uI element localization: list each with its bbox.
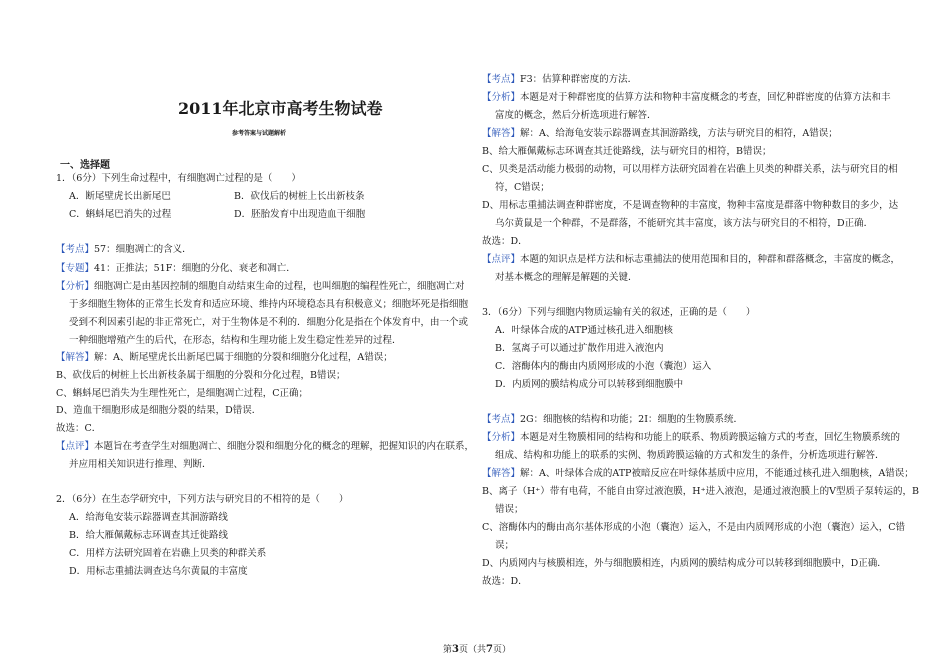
jieda-tag: 【解答】 xyxy=(482,468,521,479)
jieda-tag: 【解答】 xyxy=(482,128,521,139)
q2-option-b: B．给大雁佩戴标志环调查其迁徙路线 xyxy=(69,530,228,541)
q1-jieda-line: B、砍伐后的树桩上长出新枝条属于细胞的分裂和分化过程，B错误； xyxy=(56,370,346,381)
q3-option-c: C．溶酶体内的酶由内质网形成的小泡（囊泡）运入 xyxy=(495,361,712,372)
q2-option-c: C．用样方法研究固着在岩礁上贝类的种群关系 xyxy=(69,548,267,559)
page-total: 7 xyxy=(486,644,493,655)
q1-zhuanti: 【专题】41：正推法；51F：细胞的分化、衰老和凋亡． xyxy=(56,263,296,274)
q1-fenxi: 【分析】细胞凋亡是由基因控制的细胞自动结束生命的过程，也叫细胞的编程性死亡，细胞凋亡对 xyxy=(56,281,465,292)
q2-kaodian: 【考点】F3：估算种群密度的方法． xyxy=(482,74,638,85)
jieda-tag: 【解答】 xyxy=(56,352,95,363)
q2-option-d: D．用标志重捕法调查达乌尔黄鼠的丰富度 xyxy=(69,566,248,577)
fenxi-tag: 【分析】 xyxy=(482,92,521,103)
kaodian-tag: 【考点】 xyxy=(482,414,521,425)
q3-answer: 故选：D． xyxy=(482,576,528,587)
q1-stem: 1．（6分）下列生命过程中，有细胞凋亡过程的是（ ） xyxy=(56,173,301,184)
q3-fenxi-line: 组成、结构和功能上的联系的实例、物质跨膜运输的方式和发生的条件，分析选项进行解答． xyxy=(495,450,885,461)
q2-jieda: 【解答】解：A、给海龟安装示踪器调查其洄游路线，方法与研究目的相符，A错误； xyxy=(482,128,838,139)
q2-fenxi-line: 富度的概念，然后分析选项进行解答． xyxy=(495,110,657,121)
q1-option-c: C．蝌蚪尾巴消失的过程 xyxy=(69,209,172,220)
q2-fenxi: 【分析】本题是对于种群密度的估算方法和物种丰富度概念的考查，回忆种群密度的估算方法和丰 xyxy=(482,92,891,103)
q2-jieda-line: B、给大雁佩戴标志环调查其迁徙路线，法与研究目的相符，B错误； xyxy=(482,146,772,157)
page-footer: 第3页（共7页） xyxy=(443,644,511,655)
section-heading: 一、选择题 xyxy=(60,160,110,171)
fenxi-tag: 【分析】 xyxy=(56,281,95,292)
page-number: 3 xyxy=(452,644,459,655)
q3-stem: 3．（6分）下列与细胞内物质运输有关的叙述，正确的是（ ） xyxy=(482,307,756,318)
dianping-tag: 【点评】 xyxy=(56,441,95,452)
q1-option-b: B．砍伐后的树桩上长出新枝条 xyxy=(234,191,365,202)
q1-jieda: 【解答】解：A、断尾壁虎长出新尾巴属于细胞的分裂和细胞分化过程，A错误； xyxy=(56,352,393,363)
page-subtitle: 参考答案与试题解析 xyxy=(232,130,287,137)
q1-kaodian: 【考点】57：细胞凋亡的含义． xyxy=(56,244,192,255)
q1-fenxi-line: 一种细胞增殖产生的后代，在形态，结构和生理功能上发生稳定性差异的过程． xyxy=(69,335,402,346)
q3-jieda-line: B、离子（H⁺）带有电荷，不能自由穿过液泡膜，H⁺进入液泡，是通过液泡膜上的V型质子泵转运的，B xyxy=(482,486,919,497)
dianping-tag: 【点评】 xyxy=(482,254,521,265)
q2-jieda-line: 符，C错误； xyxy=(495,182,550,193)
q3-fenxi: 【分析】本题是对生物膜相同的结构和功能上的联系、物质跨膜运输方式的考查，回忆生物膜系统的 xyxy=(482,432,901,443)
q1-fenxi-line: 受到不利因素引起的非正常死亡，对于生物体是不利的．细胞分化是指在个体发育中，由一个或 xyxy=(69,317,469,328)
q3-jieda-line: 误； xyxy=(495,540,515,551)
q3-option-a: A．叶绿体合成的ATP通过核孔进入细胞核 xyxy=(495,325,673,336)
q1-fenxi-line: 于多细胞生物体的正常生长发育和适应环境、维持内环境稳态具有积极意义；细胞坏死是指细胞 xyxy=(69,299,469,310)
q3-jieda-line: C、溶酶体内的酶由高尔基体形成的小泡（囊泡）运入，不是由内质网形成的小泡（囊泡）运入，C错 xyxy=(482,522,906,533)
q2-jieda-line: D、用标志重捕法调查种群密度，不是调查物种的丰富度，物种丰富度是群落中物种数目的多少，达 xyxy=(482,200,899,211)
q1-dianping-line: 并应用相关知识进行推理、判断． xyxy=(69,459,212,470)
q1-answer: 故选：C． xyxy=(56,423,102,434)
q3-option-d: D．内质网的膜结构成分可以转移到细胞膜中 xyxy=(495,379,684,390)
zhuanti-tag: 【专题】 xyxy=(56,263,95,274)
q1-option-a: A．断尾壁虎长出新尾巴 xyxy=(69,191,171,202)
page-title: 2011年北京市高考生物试卷 xyxy=(178,99,383,118)
q3-option-b: B．氢离子可以通过扩散作用进入液泡内 xyxy=(495,343,664,354)
q1-jieda-line: C、蝌蚪尾巴消失为生理性死亡，是细胞凋亡过程，C正确； xyxy=(56,388,309,399)
q3-kaodian: 【考点】2G：细胞核的结构和功能；2I：细胞的生物膜系统． xyxy=(482,414,743,425)
q1-dianping: 【点评】本题旨在考查学生对细胞凋亡、细胞分裂和细胞分化的概念的理解，把握知识的内在联系， xyxy=(56,441,475,452)
q2-dianping: 【点评】本题的知识点是样方法和标志重捕法的使用范围和目的，种群和群落概念，丰富度的概念， xyxy=(482,254,901,265)
q2-answer: 故选：D． xyxy=(482,236,528,247)
q3-jieda-line: 错误； xyxy=(495,504,524,515)
q3-jieda: 【解答】解：A、叶绿体合成的ATP被暗反应在叶绿体基质中应用，不能通过核孔进入细胞核，A错误； xyxy=(482,468,914,479)
q3-jieda-line: D、内质网内与核膜相连，外与细胞膜相连，内质网的膜结构成分可以转移到细胞膜中，D正确． xyxy=(482,558,887,569)
q1-jieda-line: D、造血干细胞形成是细胞分裂的结果，D错误． xyxy=(56,405,262,416)
q2-jieda-line: 乌尔黄鼠是一个种群，不是群落，不能研究其丰富度，该方法与研究目的不相符，D正确． xyxy=(495,218,874,229)
q1-option-d: D．胚胎发育中出现造血干细胞 xyxy=(234,209,366,220)
fenxi-tag: 【分析】 xyxy=(482,432,521,443)
kaodian-tag: 【考点】 xyxy=(56,244,95,255)
q2-stem: 2．（6分）在生态学研究中，下列方法与研究目的不相符的是（ ） xyxy=(56,494,349,505)
q2-option-a: A．给海龟安装示踪器调查其洄游路线 xyxy=(69,512,228,523)
q2-jieda-line: C、贝类是活动能力极弱的动物，可以用样方法研究固着在岩礁上贝类的种群关系，法与研究目的相 xyxy=(482,164,898,175)
kaodian-tag: 【考点】 xyxy=(482,74,521,85)
q2-dianping-line: 对基本概念的理解是解题的关键． xyxy=(495,272,638,283)
